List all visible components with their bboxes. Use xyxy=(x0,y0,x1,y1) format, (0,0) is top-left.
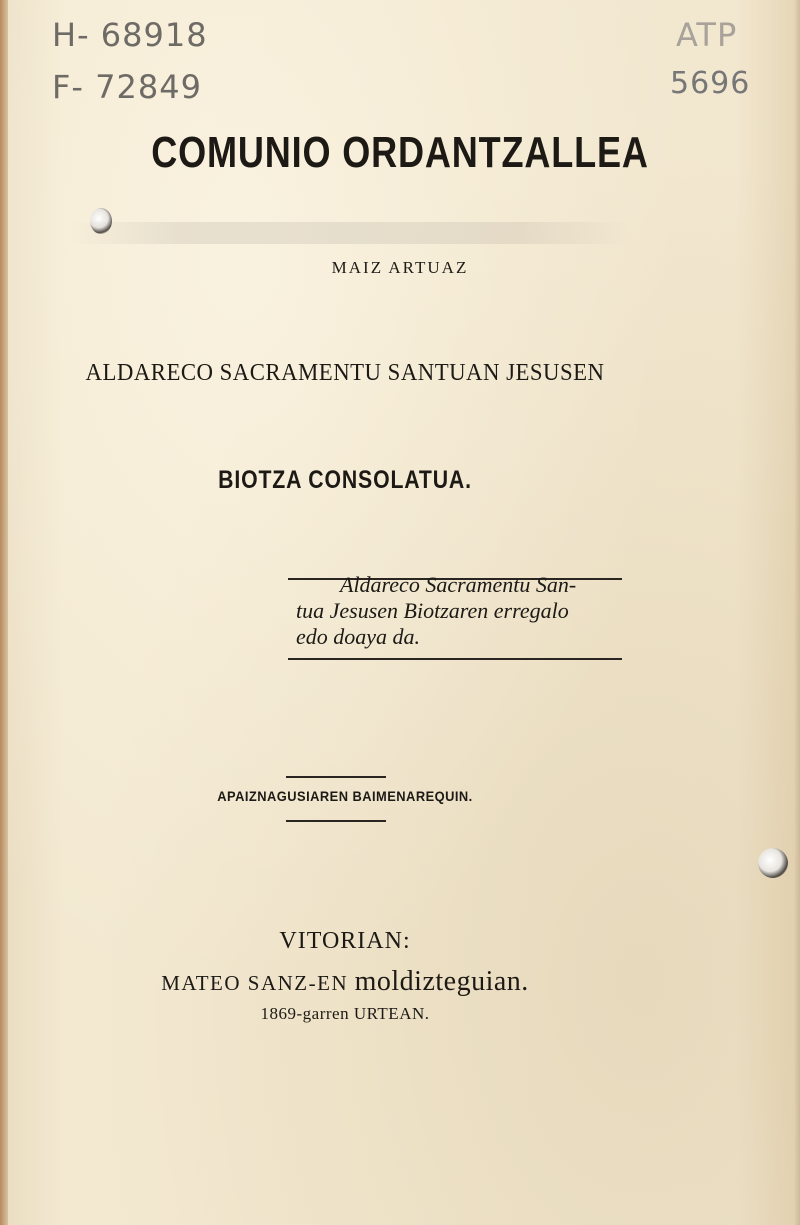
subtitle-small: MAIZ ARTUAZ xyxy=(331,258,469,277)
dedication-line-2: tua Jesusen Biotzaren erregalo xyxy=(296,598,569,623)
page-right-edge xyxy=(794,0,800,1225)
handwritten-note-top-left-1: H- 68918 xyxy=(52,16,208,54)
dedication-line-3: edo doaya da. xyxy=(296,624,421,649)
imprint-printer xyxy=(0,966,690,998)
imprint-printer-name: MATEO SANZ-EN xyxy=(161,971,349,995)
dedication-line-1: Aldareco Sacramentu San- xyxy=(340,572,577,597)
handwritten-note-top-right-2: 5696 xyxy=(670,66,751,101)
imprint-year: 1869-garren URTEAN. xyxy=(260,1004,430,1023)
approval-rule-bottom xyxy=(286,820,386,822)
subtitle-large: ALDARECO SACRAMENTU SANTUAN JESUSEN xyxy=(85,360,605,386)
main-heading: BIOTZA CONSOLATUA. xyxy=(218,466,472,494)
dedication-block xyxy=(296,572,626,650)
punch-hole-mark-right xyxy=(758,848,788,878)
handwritten-note-top-right-1: ATP xyxy=(676,16,738,54)
handwritten-note-top-left-2: F- 72849 xyxy=(52,68,202,106)
page-left-edge xyxy=(0,0,8,1225)
divider-bottom xyxy=(288,658,622,660)
bleed-through-text xyxy=(70,222,630,244)
approval-line: APAIZNAGUSIAREN BAIMENAREQUIN. xyxy=(217,788,473,804)
imprint-place: VITORIAN: xyxy=(279,928,411,954)
approval-rule-top xyxy=(286,776,386,778)
book-title: COMUNIO ORDANTZALLEA xyxy=(151,128,649,177)
imprint-printer-word: moldizteguian. xyxy=(354,966,529,997)
